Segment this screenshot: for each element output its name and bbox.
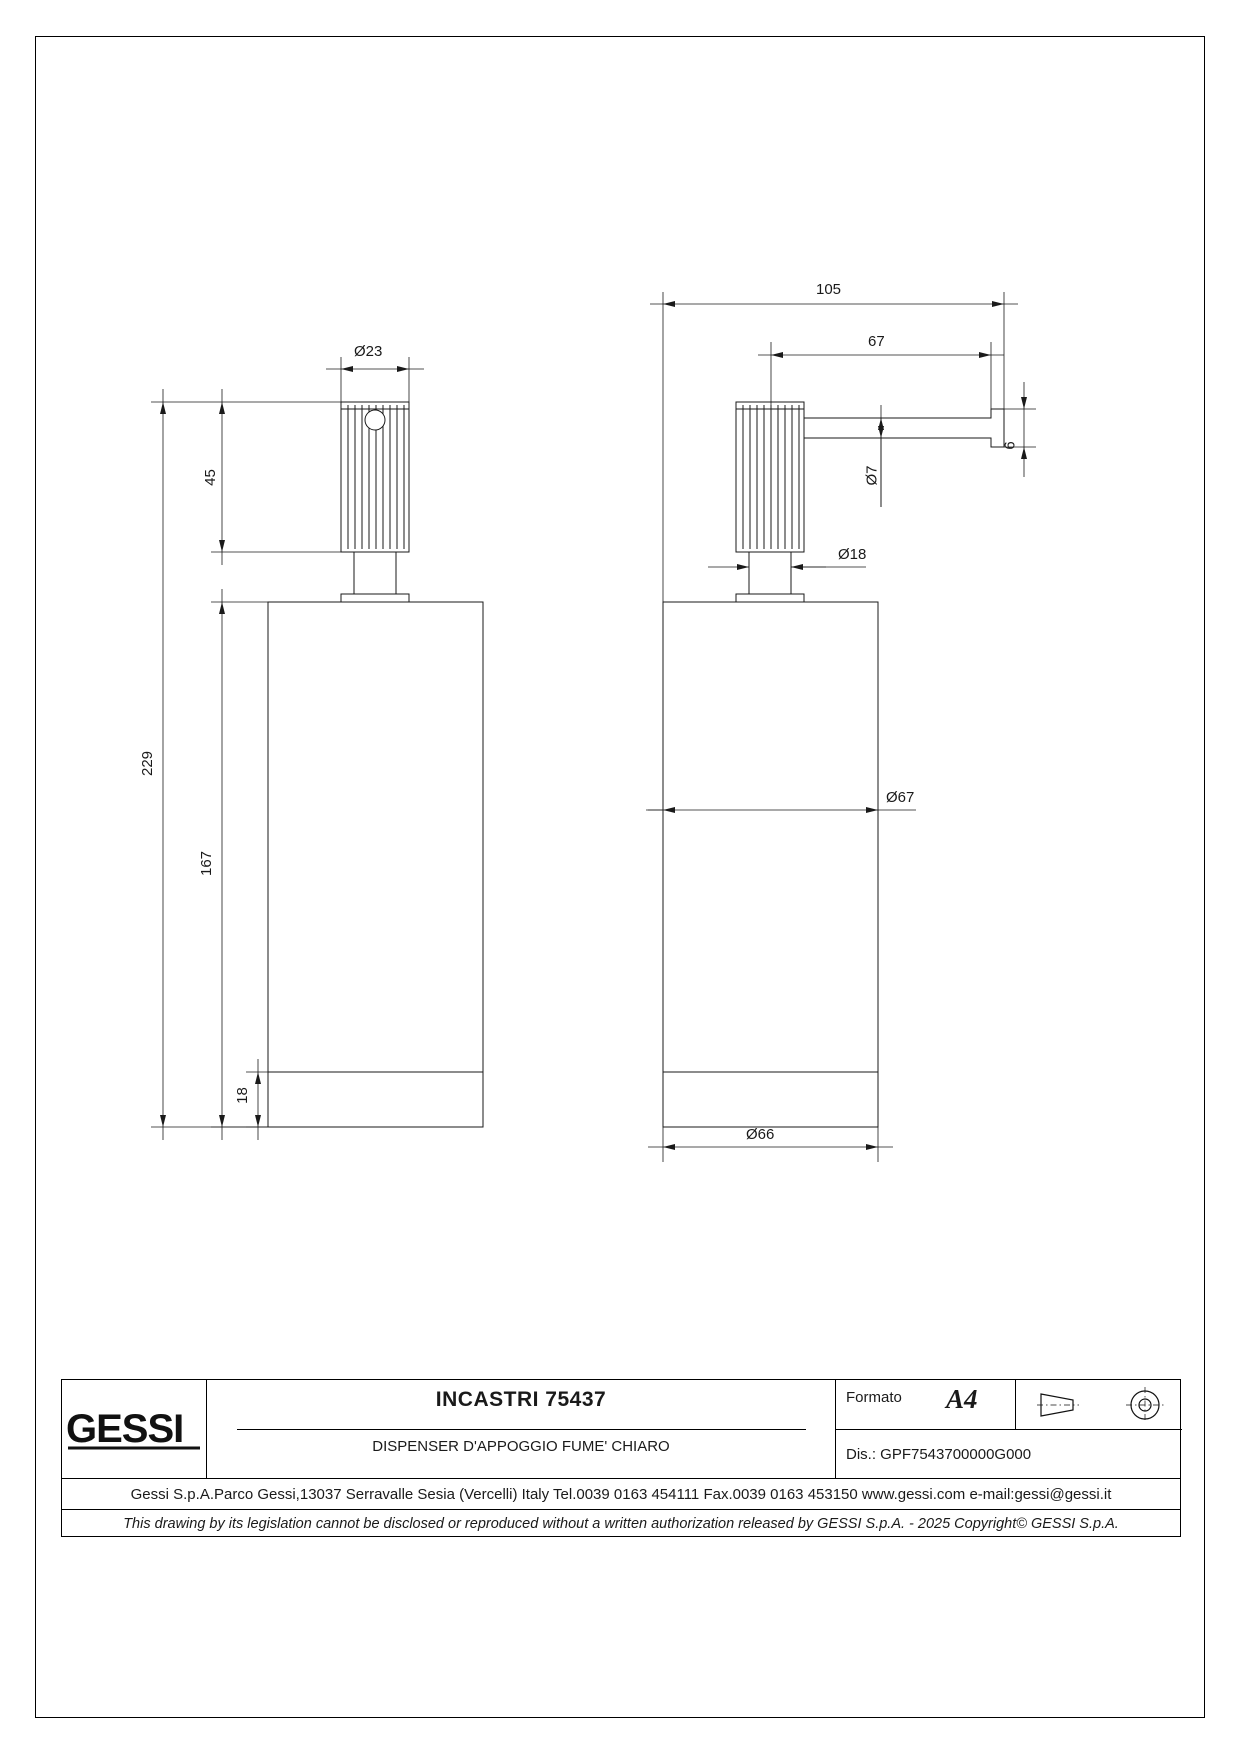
- product-description: DISPENSER D'APPOGGIO FUME' CHIARO: [372, 1438, 670, 1455]
- dim-label-6: 6: [1001, 441, 1019, 450]
- legal-notice: This drawing by its legislation cannot be disclosed or reproduced without a written authorization released by GESSI S.p.A. - 2025 Copyright© GESSI S.p.A.: [62, 1509, 1180, 1538]
- format-label: Formato: [846, 1389, 902, 1406]
- dim-label-105: 105: [816, 281, 842, 298]
- format-cell: [836, 1380, 1016, 1430]
- dim-label-dia7: Ø7: [863, 465, 881, 486]
- front-elevation-geometry: [268, 402, 483, 1127]
- side-elevation-geometry: [663, 402, 1004, 1127]
- title-block-main-row: [62, 1380, 1180, 1478]
- dim-label-18: 18: [233, 1087, 251, 1104]
- drawing-number-cell: [836, 1430, 1182, 1478]
- dim-label-dia23: Ø23: [354, 343, 383, 360]
- title-block: [61, 1379, 1181, 1537]
- dim-label-45: 45: [201, 469, 219, 486]
- title-block-center: [207, 1380, 836, 1478]
- dim-label-dia66: Ø66: [746, 1126, 775, 1143]
- drawing-sheet: [35, 36, 1205, 1718]
- dim-label-dia67: Ø67: [886, 789, 915, 806]
- dim-label-dia18: Ø18: [838, 546, 867, 563]
- dim-label-229: 229: [139, 750, 157, 777]
- gessi-logo-mark: [64, 1401, 204, 1457]
- product-title: INCASTRI 75437: [435, 1388, 607, 1411]
- format-value: A4: [946, 1384, 978, 1414]
- dim-label-67: 67: [868, 333, 885, 350]
- company-logo: [62, 1380, 207, 1478]
- projection-symbol-cell: [1016, 1380, 1182, 1430]
- first-angle-projection-icon: [1033, 1388, 1091, 1422]
- title-block-right: [836, 1380, 1182, 1478]
- svg-text:GESSI: GESSI: [66, 1407, 184, 1451]
- dim-label-167: 167: [198, 850, 216, 877]
- company-address: Gessi S.p.A.Parco Gessi,13037 Serravalle Sesia (Vercelli) Italy Tel.0039 0163 454111 Fax.0039 0163 453150 www.gessi.com e-mail:gessi@gessi.it: [62, 1478, 1180, 1509]
- drawing-number: Dis.: GPF7543700000G000: [846, 1445, 1032, 1463]
- title-divider: [237, 1429, 806, 1430]
- projection-circles-icon: [1124, 1386, 1166, 1424]
